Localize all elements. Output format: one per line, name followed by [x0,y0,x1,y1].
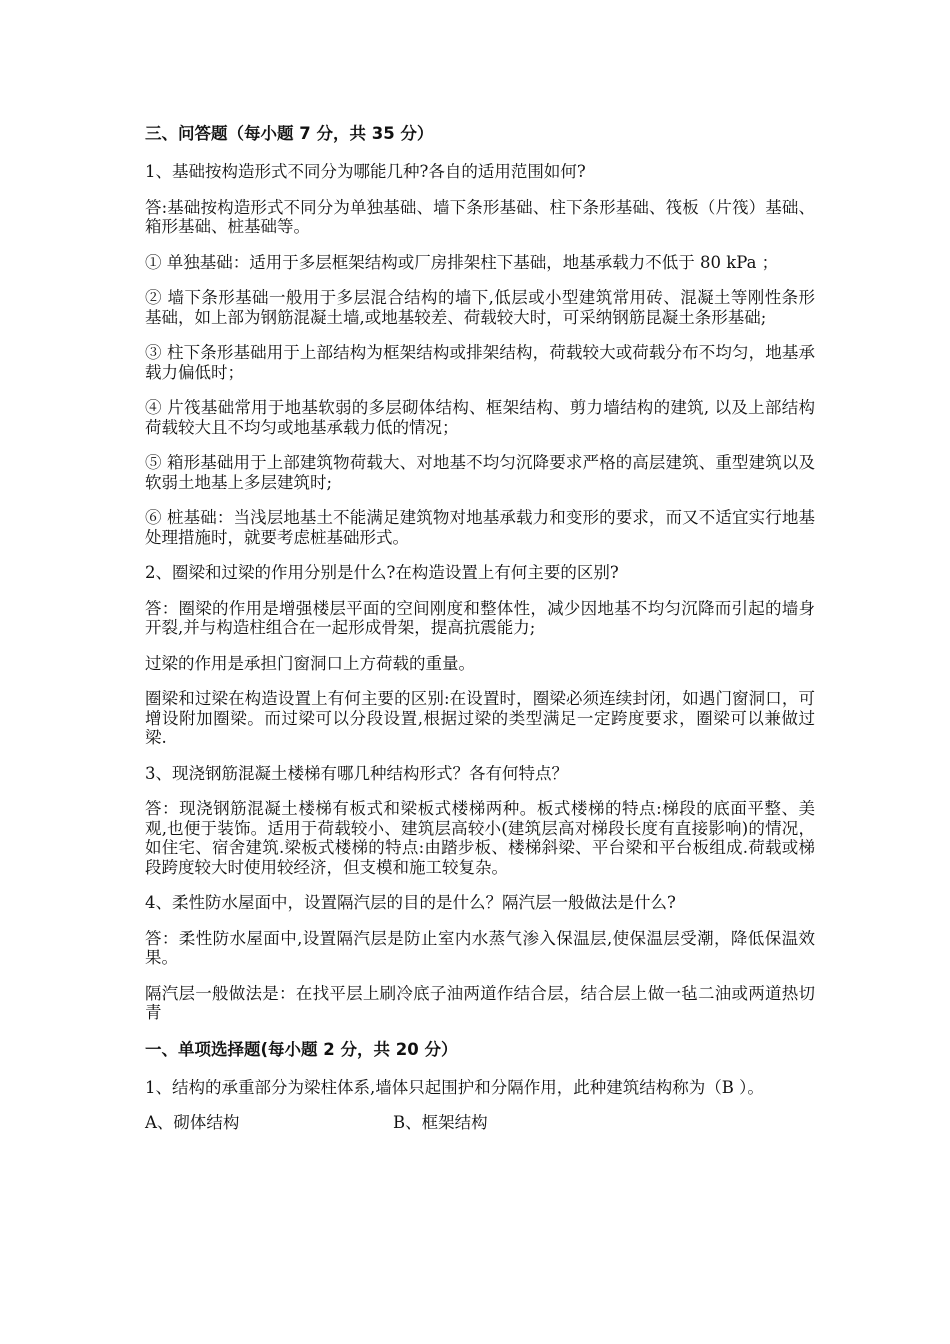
answer-1: 答:基础按构造形式不同分为单独基础、墙下条形基础、柱下条形基础、筏板（片筏）基础、箱形基础、桩基础等。 [145,197,815,236]
choice-options-1 [145,1113,815,1133]
section-heading-choice: 一、单项选择题(每小题 2 分，共 20 分） [145,1039,458,1059]
answer-4-part-1: 答：柔性防水屋面中,设置隔汽层是防止室内水蒸气渗入保温层,使保温层受潮，降低保温效果。 [145,928,815,967]
answer-2-part-1: 答：圈梁的作用是增强楼层平面的空间刚度和整体性，减少因地基不均匀沉降而引起的墙身开裂,并与构造柱组合在一起形成骨架，提高抗震能力; [145,598,815,637]
answer-1-item-3: ③ 柱下条形基础用于上部结构为框架结构或排架结构，荷载较大或荷载分布不均匀，地基承载力偏低时； [145,343,815,382]
question-3: 3、现浇钢筋混凝土楼梯有哪几种结构形式？各有何特点？ [145,763,568,783]
section-heading-qa: 三、问答题（每小题 7 分，共 35 分） [145,124,434,143]
answer-1-item-2: ② 墙下条形基础一般用于多层混合结构的墙下,低层或小型建筑常用砖、混凝土等刚性条形基础，如上部为钢筋混凝土墙,或地基较差、荷载较大时，可采纳钢筋昆凝土条形基础; [145,288,815,327]
question-1: 1、基础按构造形式不同分为哪能几种?各自的适用范围如何? [145,162,586,181]
answer-1-item-1: ① 单独基础：适用于多层框架结构或厂房排架柱下基础，地基承载力不低于 80 kPa ； [145,252,779,272]
document-page [145,123,815,1133]
option-b: B、框架结构 [393,1113,488,1132]
answer-2-part-3: 圈梁和过梁在构造设置上有何主要的区别:在设置时，圈梁必须连续封闭，如遇门窗洞口，可增设附加圈梁。而过梁可以分段设置,根据过梁的类型满足一定跨度要求，圈梁可以兼做过梁. [145,689,815,747]
answer-4-part-2: 隔汽层一般做法是：在找平层上刷冷底子油两道作结合层，结合层上做一毡二油或两道热切青 [145,983,815,1022]
option-a: A、砌体结构 [145,1113,240,1132]
choice-question-1: 1、结构的承重部分为梁柱体系,墙体只起围护和分隔作用，此种建筑结构称为（B ）。 [145,1077,764,1097]
answer-1-item-6: ⑥ 桩基础：当浅层地基土不能满足建筑物对地基承载力和变形的要求，而又不适宜实行地基处理措施时，就要考虑桩基础形式。 [145,508,815,547]
question-2: 2、圈梁和过梁的作用分别是什么?在构造设置上有何主要的区别? [145,563,619,582]
answer-1-item-4: ④ 片筏基础常用于地基软弱的多层砌体结构、框架结构、剪力墙结构的建筑, 以及上部结构荷载较大且不均匀或地基承载力低的情况； [145,398,815,437]
answer-3: 答：现浇钢筋混凝土楼梯有板式和梁板式楼梯两种。板式楼梯的特点:梯段的底面平整、美观,也便于装饰。适用于荷载较小、建筑层高较小(建筑层高对梯段长度有直接影响)的情况，如住宅、宿舍建筑.梁板式楼梯的特点:由踏步板、楼梯斜梁、平台梁和平台板组成.荷载或梯段跨度较大时使用较经济，但支模和施工较复杂。 [145,799,815,877]
question-4: 4、柔性防水屋面中，设置隔汽层的目的是什么？隔汽层一般做法是什么? [145,893,676,912]
answer-1-item-5: ⑤ 箱形基础用于上部建筑物荷载大、对地基不均匀沉降要求严格的高层建筑、重型建筑以及软弱土地基上多层建筑时; [145,453,815,492]
answer-2-part-2: 过梁的作用是承担门窗洞口上方荷载的重量。 [145,653,475,673]
